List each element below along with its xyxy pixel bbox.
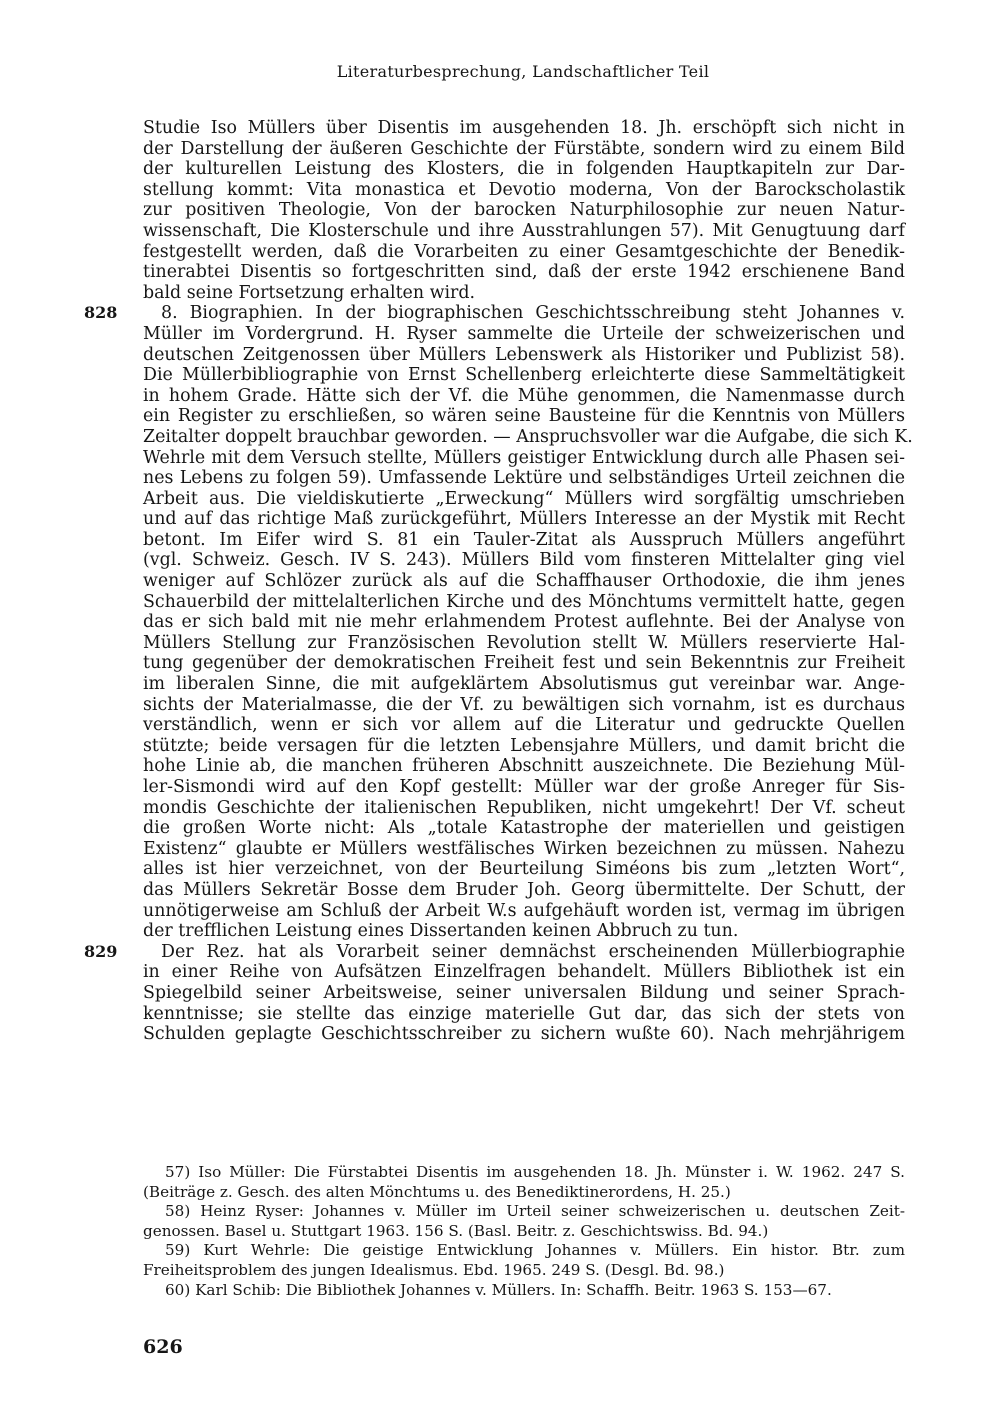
text-line-content: weniger auf Schlözer zurück als auf die Schaffhauser Orthodoxie, die ihm jenes	[143, 571, 905, 592]
text-line	[143, 159, 905, 180]
text-line-content: Die Müllerbibliographie von Ernst Schellenberg erleichterte diese Sammeltätigkeit	[143, 365, 905, 386]
text-line	[143, 283, 905, 304]
text-line	[143, 612, 905, 633]
text-line	[84, 303, 905, 324]
text-line	[143, 139, 905, 160]
text-line	[143, 221, 905, 242]
text-line-content: (vgl. Schweiz. Gesch. IV S. 243). Müllers Bild vom finsteren Mittelalter ging viel	[143, 550, 905, 571]
footnote-line: genossen. Basel u. Stuttgart 1963. 156 S. (Basl. Beitr. z. Geschichtswiss. Bd. 94.)	[143, 1221, 769, 1240]
text-line	[143, 1004, 905, 1025]
text-line-content: das er sich bald mit nie mehr erlahmendem Protest auflehnte. Bei der Analyse von	[143, 612, 905, 633]
text-line-content: die großen Worte nicht: Als „totale Katastrophe der materiellen und geistigen	[143, 818, 905, 839]
text-line-content: hohe Linie ab, die manchen früheren Abschnitt auszeichnete. Die Beziehung Mül-	[143, 756, 905, 777]
text-line-content: Arbeit aus. Die vieldiskutierte „Erweckung“ Müllers wird sorgfältig umschrieben	[143, 488, 905, 509]
text-line	[143, 633, 905, 654]
text-line-content: wissenschaft, Die Klosterschule und ihre Ausstrahlungen 57). Mit Genugtuung darf	[143, 220, 905, 241]
text-line	[143, 448, 905, 469]
text-line	[143, 674, 905, 695]
text-line	[143, 756, 905, 777]
margin-section-number: 829	[84, 941, 118, 961]
text-line-content: und auf das richtige Maß zurückgeführt, Müllers Interesse an der Mystik mit Recht	[143, 509, 905, 530]
text-line-content: ein Register zu erschließen, so wären seine Bausteine für die Kenntnis von Müllers	[143, 406, 905, 427]
text-line-content: Spiegelbild seiner Arbeitsweise, seiner universalen Bildung und seiner Sprach-	[143, 982, 905, 1003]
text-line	[143, 653, 905, 674]
text-line-content: festgestellt werden, daß die Vorarbeiten zu einer Gesamtgeschichte der Benedik-	[143, 241, 905, 262]
text-line-content: mondis Geschichte der italienischen Republiken, nicht umgekehrt! Der Vf. scheut	[143, 797, 905, 818]
text-line-content: 8. Biographien. In der biographischen Geschichtsschreibung steht Johannes v.	[161, 303, 905, 324]
text-line-content: betont. Im Eifer wird S. 81 ein Tauler-Zitat als Ausspruch Müllers angeführt	[143, 529, 905, 550]
text-line-content: stützte; beide versagen für die letzten Lebensjahre Müllers, und damit bricht die	[143, 735, 905, 756]
text-line	[143, 695, 905, 716]
text-line-content: tung gegenüber der demokratischen Freiheit fest und sein Bekenntnis zur Freiheit	[143, 653, 905, 674]
text-line-content: das Müllers Sekretär Bosse dem Bruder Joh. Georg übermittelte. Der Schutt, der	[143, 879, 905, 900]
text-line	[143, 489, 905, 510]
text-line	[143, 921, 905, 942]
text-line-content: bald seine Fortsetzung erhalten wird.	[143, 282, 476, 303]
text-line-content: stellung kommt: Vita monastica et Devotio moderna, Von der Barockscholastik	[143, 179, 905, 200]
footnote-line: 57) Iso Müller: Die Fürstabtei Disentis im ausgehenden 18. Jh. Münster i. W. 1962. 247 S.	[165, 1163, 905, 1181]
text-line	[143, 962, 905, 983]
text-line-content: im liberalen Sinne, die mit aufgeklärtem Absolutismus gut vereinbar war. Ange-	[143, 674, 905, 695]
text-line	[143, 715, 905, 736]
footnotes	[143, 1163, 905, 1300]
text-line	[143, 1024, 905, 1045]
text-line-content: Schulden geplagte Geschichtsschreiber zu sichern wußte 60). Nach mehrjährigem	[143, 1024, 905, 1045]
text-line-content: in hohem Grade. Hätte sich der Vf. die Mühe genommen, die Namenmasse durch	[143, 385, 905, 406]
text-line	[143, 818, 905, 839]
text-line-content: Studie Iso Müllers über Disentis im ausgehenden 18. Jh. erschöpft sich nicht in	[143, 118, 905, 138]
text-line-content: deutschen Zeitgenossen über Müllers Lebenswerk als Historiker und Publizist 58).	[143, 344, 905, 365]
text-line-content: zur positiven Theologie, Von der barocken Naturphilosophie zur neuen Natur-	[143, 200, 905, 221]
footnote-line: 58) Heinz Ryser: Johannes v. Müller im Urteil seiner schweizerischen u. deutschen Zeit-	[165, 1202, 905, 1221]
text-line-content: verständlich, wenn er sich vor allem auf die Literatur und gedruckte Quellen	[143, 715, 905, 736]
text-line	[143, 242, 905, 263]
text-line	[143, 406, 905, 427]
text-line	[143, 859, 905, 880]
footnote-line: Freiheitsproblem des jungen Idealismus. Ebd. 1965. 249 S. (Desgl. Bd. 98.)	[143, 1260, 725, 1279]
text-line	[143, 324, 905, 345]
footnote-line: 60) Karl Schib: Die Bibliothek Johannes v. Müllers. In: Schaffh. Beitr. 1963 S. 153—67.	[165, 1280, 832, 1299]
text-line-content: Müller im Vordergrund. H. Ryser sammelte die Urteile der schweizerischen und	[143, 323, 905, 344]
text-line	[143, 880, 905, 901]
page-number: 626	[143, 1336, 183, 1358]
text-line	[143, 262, 905, 283]
text-line	[143, 118, 905, 139]
text-line	[84, 941, 905, 963]
footnote-line: 59) Kurt Wehrle: Die geistige Entwicklung Johannes v. Müllers. Ein histor. Btr. zum	[165, 1241, 905, 1260]
text-line	[143, 426, 913, 448]
text-line	[143, 550, 905, 571]
text-line-content: tinerabtei Disentis so fortgeschritten sind, daß der erste 1942 erschienene Band	[143, 262, 905, 283]
text-line	[143, 571, 905, 592]
text-line-content: Wehrle mit dem Versuch stellte, Müllers geistiger Entwicklung durch alle Phasen sei-	[143, 447, 905, 468]
text-line	[143, 777, 905, 798]
margin-section-number: 828	[84, 303, 118, 323]
body-text	[84, 118, 913, 1045]
running-head: Literaturbesprechung, Landschaftlicher Teil	[336, 62, 710, 81]
text-line	[143, 901, 905, 922]
text-line-content: der trefflichen Leistung eines Dissertanden keinen Abbruch zu tun.	[143, 921, 739, 942]
text-line	[143, 736, 905, 757]
text-line-content: Existenz“ glaubte er Müllers westfälisches Wirken bezeichnen zu müssen. Nahezu	[143, 838, 905, 859]
text-line	[143, 509, 905, 530]
text-line	[143, 345, 905, 366]
text-line	[143, 200, 905, 221]
text-line-content: ler-Sismondi wird auf den Kopf gestellt: Müller war der große Anreger für Sis-	[143, 777, 905, 797]
text-line-content: sichts der Materialmasse, die der Vf. zu bewältigen sich vornahm, ist es durchaus	[143, 694, 905, 715]
text-line	[143, 386, 905, 407]
text-line-content: der Darstellung der äußeren Geschichte der Fürstäbte, sondern wird zu einem Bild	[143, 138, 905, 159]
text-line	[143, 592, 905, 613]
text-line	[143, 798, 905, 819]
text-line-content: in einer Reihe von Aufsätzen Einzelfragen behandelt. Müllers Bibliothek ist ein	[143, 962, 905, 983]
text-line-content: Müllers Stellung zur Französischen Revolution stellt W. Müllers reservierte Hal-	[143, 632, 905, 653]
text-line-content: Zeitalter doppelt brauchbar geworden. — Anspruchsvoller war die Aufgabe, die sich K.	[143, 426, 913, 447]
text-line-content: der kulturellen Leistung des Klosters, die in folgenden Hauptkapiteln zur Dar-	[143, 159, 905, 180]
text-line-content: kenntnisse; sie stellte das einzige materielle Gut dar, das sich der stets von	[143, 1003, 905, 1024]
text-line-content: Schauerbild der mittelalterlichen Kirche und des Mönchtums vermittelt hatte, gegen	[143, 591, 905, 612]
text-line	[143, 180, 905, 201]
text-line-content: alles ist hier verzeichnet, von der Beurteilung Siméons bis zum „letzten Wort“,	[143, 859, 905, 880]
text-line	[143, 839, 905, 860]
text-line	[143, 530, 905, 551]
text-line	[143, 365, 905, 386]
text-line-content: nes Lebens zu folgen 59). Umfassende Lektüre und selbständiges Urteil zeichnen die	[143, 468, 905, 489]
text-line	[143, 468, 905, 489]
text-line-content: Der Rez. hat als Vorarbeit seiner demnächst erscheinenden Müllerbiographie	[161, 941, 905, 962]
text-line	[143, 983, 905, 1004]
footnote-line: (Beiträge z. Gesch. des alten Mönchtums u. des Benediktinerordens, H. 25.)	[143, 1182, 731, 1201]
text-line-content: unnötigerweise am Schluß der Arbeit W.s aufgehäuft worden ist, vermag im übrigen	[143, 900, 905, 921]
